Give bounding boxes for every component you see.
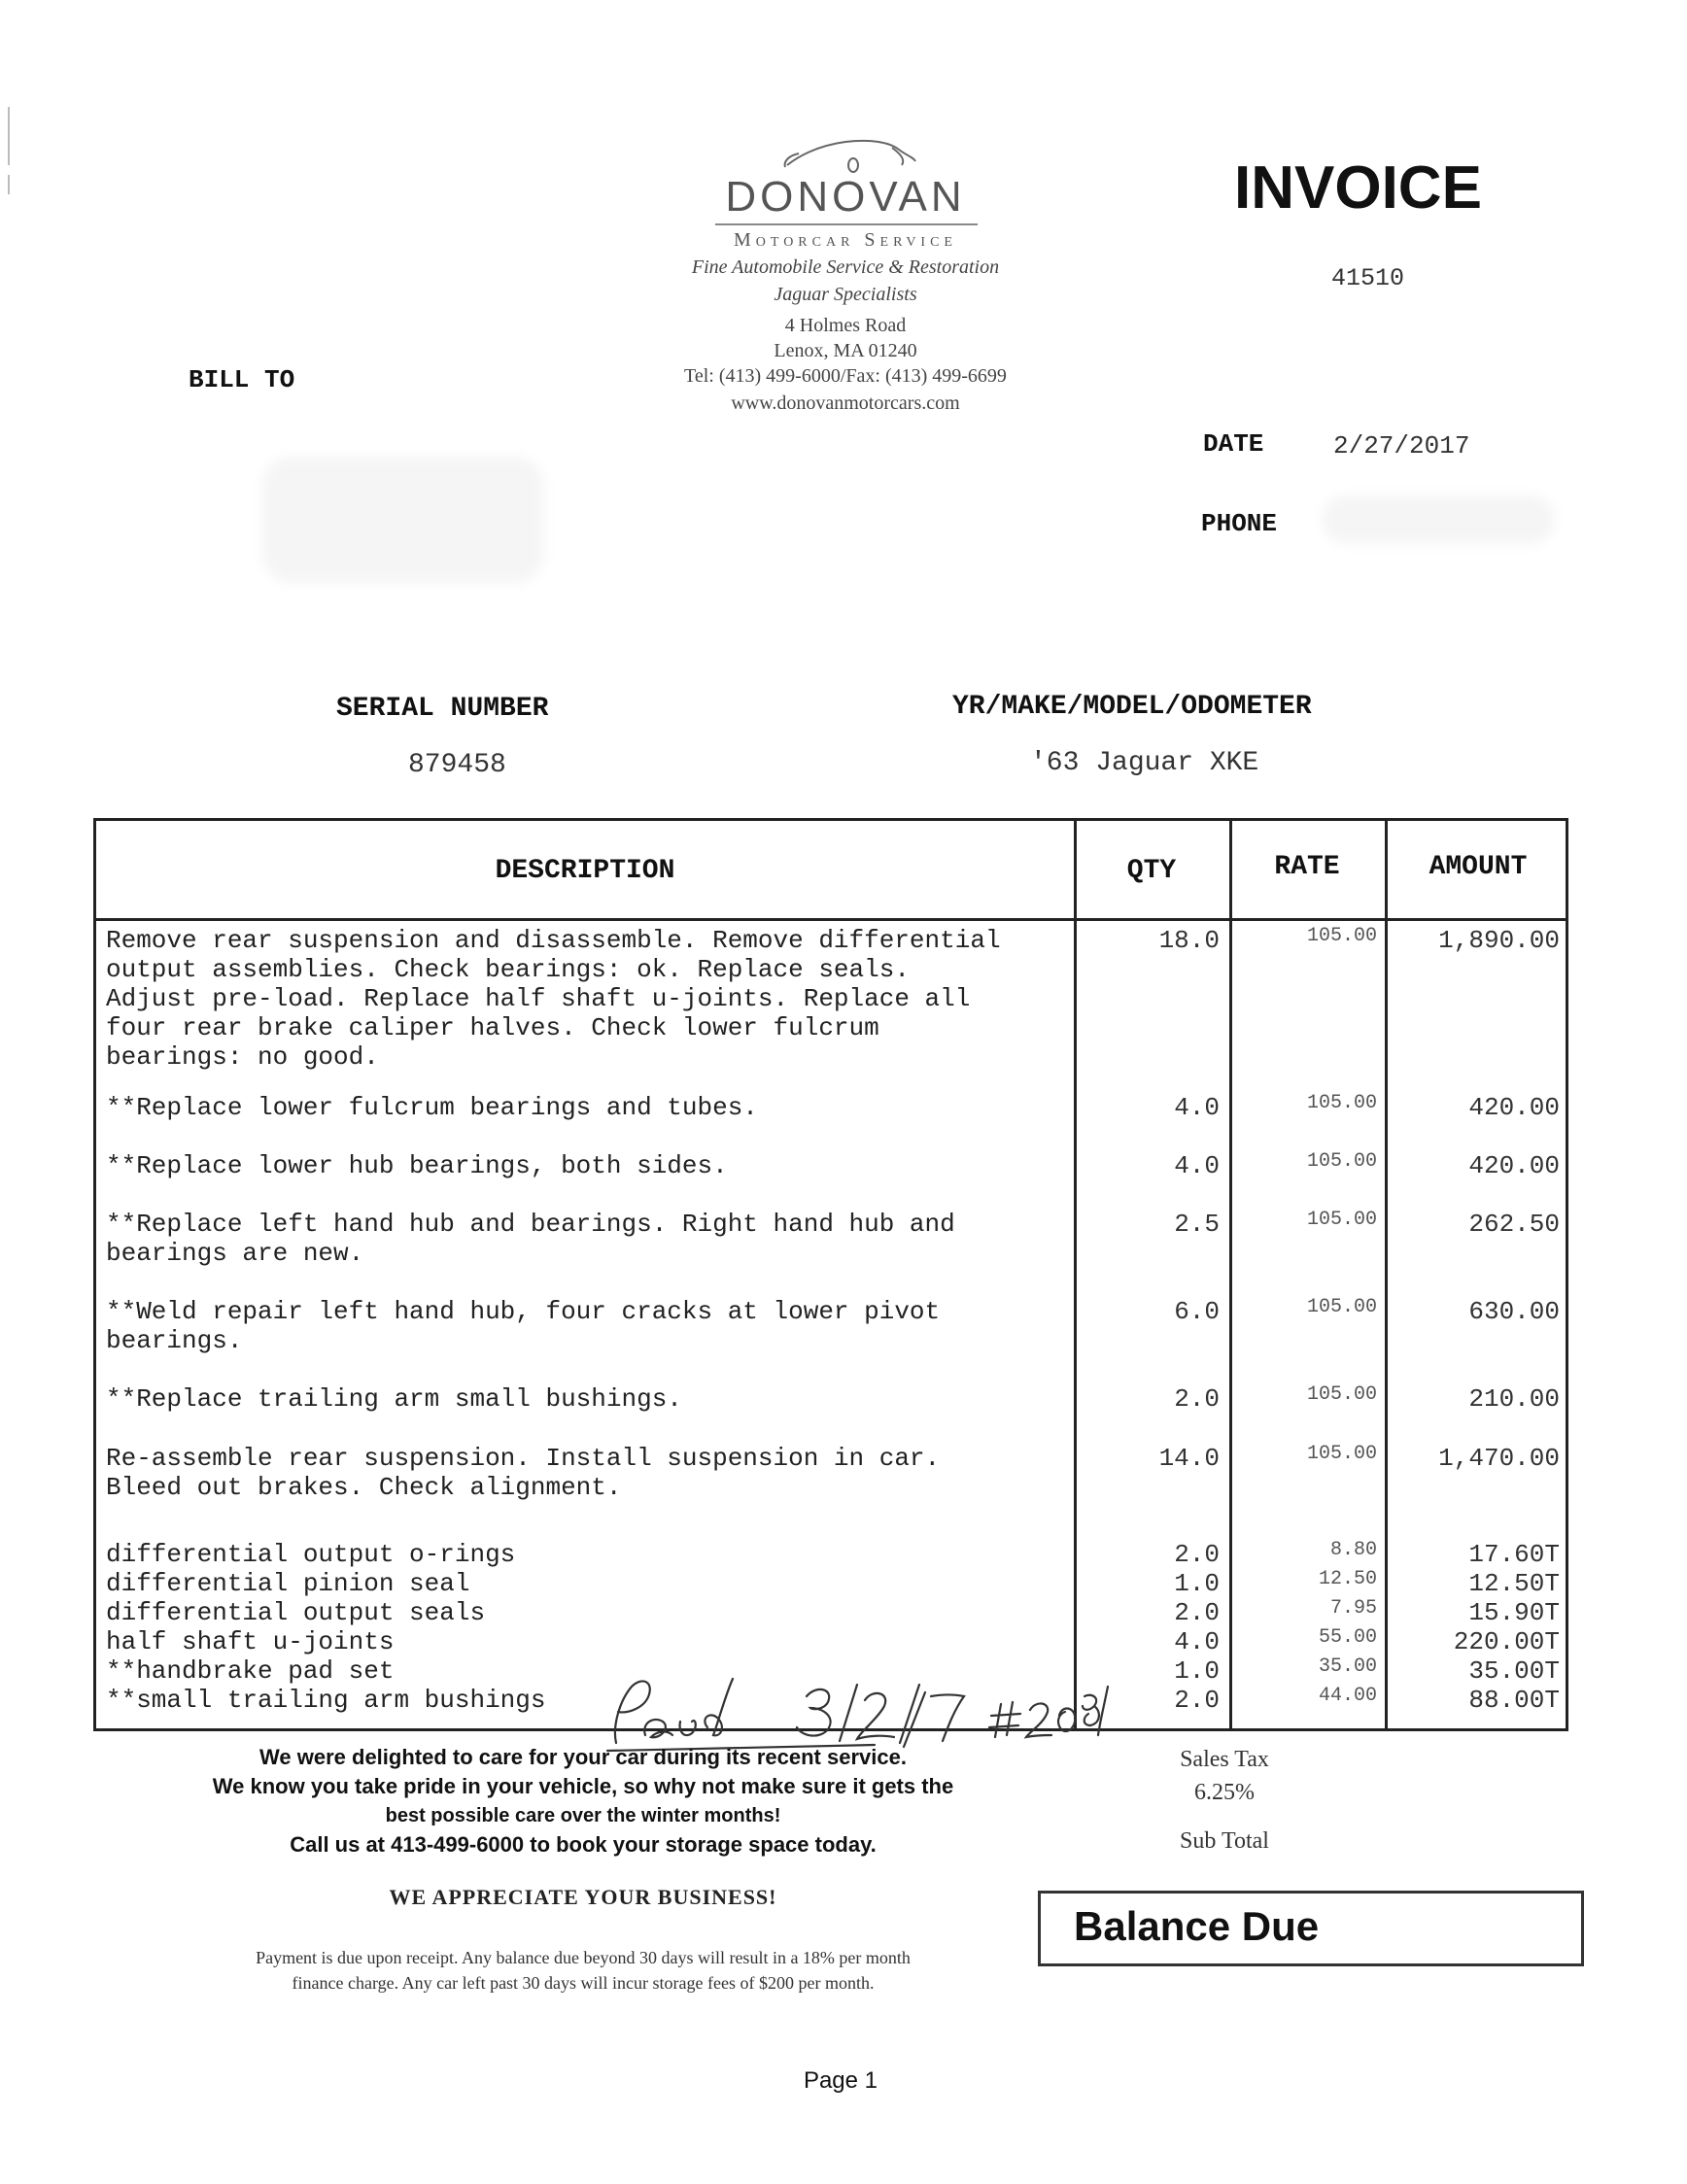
line-items-table: [93, 818, 1568, 1731]
row-description: Remove rear suspension and disassemble. Remove differential output assemblies. Check bearings: ok. Replace seals. Adjust pre-load. Replace half shaft u-joints. Replace all four rear brake caliper halves. Check lower fulcrum bearings: no good.: [106, 926, 1001, 1072]
part-amount: 12.50T: [1468, 1569, 1560, 1598]
balance-due-label: Balance Due: [1074, 1903, 1320, 1949]
part-description: half shaft u-joints: [106, 1627, 395, 1656]
company-tagline: Fine Automobile Service & Restoration: [691, 256, 1000, 278]
part-rate: 44.00: [1318, 1685, 1377, 1707]
part-rate: 7.95: [1329, 1597, 1377, 1620]
company-specialty: Jaguar Specialists: [774, 284, 917, 305]
part-amount: 17.60T: [1468, 1540, 1560, 1569]
terms-line-2: finance charge. Any car left past 30 days will incur storage fees of $200 per month.: [292, 1973, 875, 1993]
part-qty: 1.0: [1174, 1569, 1220, 1598]
part-amount: 88.00T: [1468, 1686, 1560, 1715]
part-description: **handbrake pad set: [106, 1656, 395, 1686]
sales-tax: [1147, 1743, 1302, 1809]
promo-line-3: best possible care over the winter months!: [385, 1805, 781, 1826]
part-amount: 35.00T: [1468, 1656, 1560, 1686]
payment-terms: [146, 1945, 1020, 1996]
row-amount: 630.00: [1468, 1297, 1560, 1326]
row-amount: 210.00: [1468, 1384, 1560, 1414]
promo-line-4: Call us at 413-499-6000 to book your storage space today.: [290, 1832, 877, 1857]
row-qty: 2.5: [1174, 1210, 1220, 1239]
row-qty: 4.0: [1174, 1151, 1220, 1180]
part-amount: 15.90T: [1468, 1598, 1560, 1627]
row-rate: 105.00: [1306, 1296, 1377, 1318]
row-amount: 1,890.00: [1438, 926, 1560, 955]
balance-due-box: [1038, 1891, 1584, 1966]
appreciate-message: WE APPRECIATE YOUR BUSINESS!: [389, 1885, 777, 1909]
website: www.donovanmotorcars.com: [731, 392, 960, 414]
vehicle-label: YR/MAKE/MODEL/ODOMETER: [952, 692, 1312, 722]
row-amount: 420.00: [1468, 1093, 1560, 1122]
header-divider: [96, 918, 1566, 921]
margin-mark: [8, 175, 10, 194]
part-rate: 35.00: [1318, 1655, 1377, 1678]
phone-label: PHONE: [1201, 509, 1278, 538]
row-rate: 105.00: [1306, 925, 1377, 947]
header-rate: RATE: [1274, 852, 1340, 882]
serial-number-label: SERIAL NUMBER: [336, 694, 549, 724]
part-qty: 4.0: [1174, 1627, 1220, 1656]
header-amount: AMOUNT: [1429, 852, 1528, 882]
address-line-2: Lenox, MA 01240: [774, 340, 917, 361]
row-amount: 1,470.00: [1438, 1444, 1560, 1473]
company-subtitle: Motorcar Service: [734, 229, 957, 251]
sales-tax-label: Sales Tax: [1180, 1747, 1269, 1772]
promo-line-1: We were delighted to care for your car during its recent service.: [259, 1745, 907, 1769]
row-qty: 14.0: [1158, 1444, 1220, 1473]
row-qty: 18.0: [1158, 926, 1220, 955]
row-description: Re-assemble rear suspension. Install suspension in car. Bleed out brakes. Check alignment.: [106, 1444, 941, 1502]
row-rate: 105.00: [1306, 1443, 1377, 1465]
part-qty: 2.0: [1174, 1598, 1220, 1627]
row-rate: 105.00: [1306, 1209, 1377, 1231]
row-description: **Weld repair left hand hub, four cracks at lower pivot bearings.: [106, 1297, 941, 1355]
row-qty: 2.0: [1174, 1384, 1220, 1414]
part-description: differential output seals: [106, 1598, 486, 1627]
subtotal-label: Sub Total: [1180, 1828, 1269, 1854]
invoice-title: INVOICE: [1234, 154, 1482, 222]
company-name: DONOVAN: [725, 173, 966, 221]
row-qty: 4.0: [1174, 1093, 1220, 1122]
date-label: DATE: [1203, 429, 1264, 459]
margin-mark: [8, 107, 10, 165]
promo-message: [146, 1743, 1020, 1860]
row-description: **Replace left hand hub and bearings. Right hand hub and bearings are new.: [106, 1210, 955, 1268]
address-line-1: 4 Holmes Road: [784, 315, 907, 336]
part-description: differential pinion seal: [106, 1569, 470, 1598]
row-description: **Replace trailing arm small bushings.: [106, 1384, 682, 1414]
part-qty: 1.0: [1174, 1656, 1220, 1686]
row-description: **Replace lower fulcrum bearings and tubes.: [106, 1093, 758, 1122]
row-qty: 6.0: [1174, 1297, 1220, 1326]
handwritten-note-text: Paid 3/2/17 #208: [602, 1667, 609, 1668]
part-rate: 8.80: [1329, 1539, 1377, 1561]
part-qty: 2.0: [1174, 1540, 1220, 1569]
part-rate: 12.50: [1318, 1568, 1377, 1590]
row-rate: 105.00: [1306, 1092, 1377, 1114]
logo-divider: [715, 223, 978, 225]
date-value: 2/27/2017: [1333, 431, 1470, 461]
header-qty: QTY: [1126, 856, 1177, 886]
bill-to-label: BILL TO: [189, 365, 295, 394]
invoice-number: 41510: [1331, 264, 1405, 292]
part-rate: 55.00: [1318, 1626, 1377, 1649]
redacted-phone: [1322, 495, 1555, 544]
part-description: **small trailing arm bushings: [106, 1686, 546, 1715]
part-description: differential output o-rings: [106, 1540, 516, 1569]
vehicle-value: '63 Jaguar XKE: [1030, 748, 1259, 778]
serial-number-value: 879458: [408, 750, 506, 780]
header-description: DESCRIPTION: [495, 856, 675, 886]
promo-line-2: We know you take pride in your vehicle, so why not make sure it gets the: [212, 1774, 954, 1798]
row-amount: 262.50: [1468, 1210, 1560, 1239]
part-qty: 2.0: [1174, 1686, 1220, 1715]
sales-tax-rate: 6.25%: [1194, 1780, 1255, 1805]
part-amount: 220.00T: [1453, 1627, 1560, 1656]
page-number: Page 1: [803, 2067, 878, 2094]
handwritten-paid-note: [602, 1667, 1118, 1755]
row-amount: 420.00: [1468, 1151, 1560, 1180]
row-rate: 105.00: [1306, 1150, 1377, 1173]
row-rate: 105.00: [1306, 1383, 1377, 1406]
phone-fax: Tel: (413) 499-6000/Fax: (413) 499-6699: [684, 365, 1007, 387]
terms-line-1: Payment is due upon receipt. Any balance due beyond 30 days will result in a 18% per month: [256, 1948, 911, 1967]
row-description: **Replace lower hub bearings, both sides.: [106, 1151, 728, 1180]
redacted-address: [262, 457, 544, 583]
